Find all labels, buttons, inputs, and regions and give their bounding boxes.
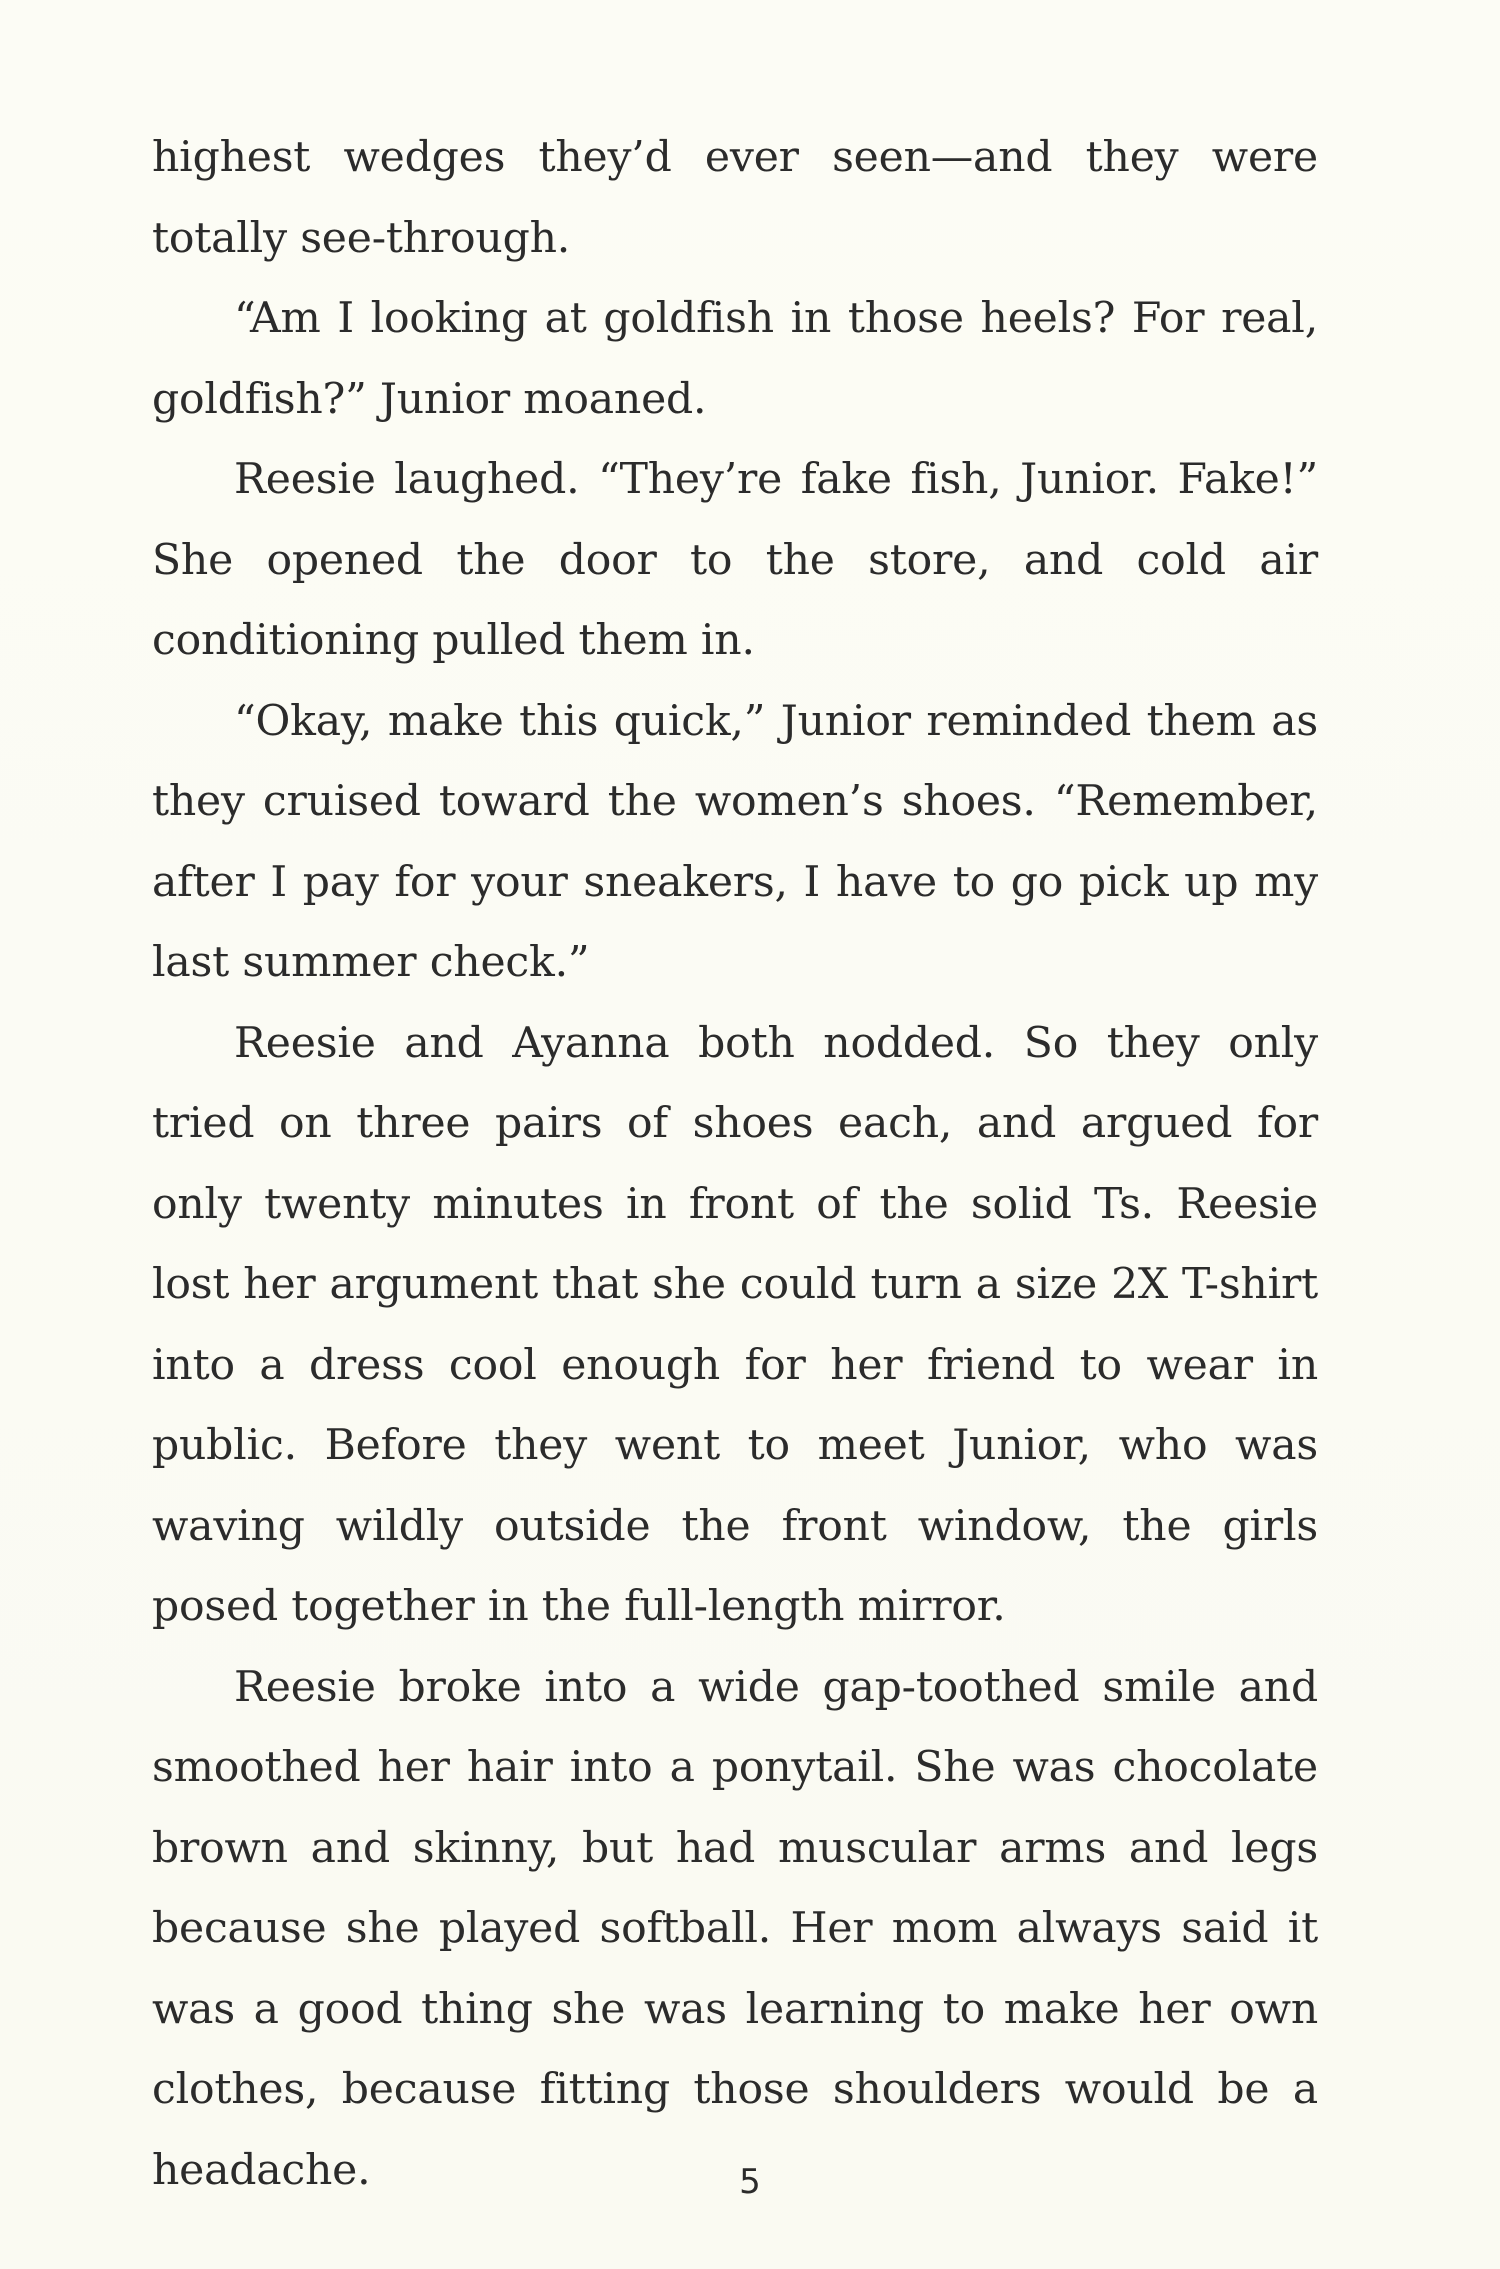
- paragraph-1: highest wedges they’d ever seen—and they were totally see-through.: [152, 133, 1318, 263]
- paragraph-6: Reesie broke into a wide gap-toothed smile and smoothed her hair into a ponytail. She was chocolate brown and skinny, but had muscular arms and legs because she played softball. Her mom always said it was a good thing she was learning to make her own clothes, because fitting those shoulders would be a headache.: [152, 1662, 1318, 2195]
- paragraph-3: Reesie laughed. “They’re fake fish, Junior. Fake!” She opened the door to the store, and cold air conditioning pulled them in.: [152, 455, 1318, 665]
- body-text: [152, 118, 1318, 2211]
- page-number: 5: [739, 2162, 761, 2202]
- paragraph-5: Reesie and Ayanna both nodded. So they only tried on three pairs of shoes each, and argued for only twenty minutes in front of the solid Ts. Reesie lost her argument that she could turn a size 2X T-shirt into a dress cool enough for her friend to wear in public. Before they went to meet Junior, who was waving wildly outside the front window, the girls posed together in the full-length mirror.: [152, 1018, 1318, 1631]
- paragraph-2: “Am I looking at goldfish in those heels? For real, goldfish?” Junior moaned.: [152, 294, 1318, 424]
- paragraph-4: “Okay, make this quick,” Junior reminded them as they cruised toward the women’s shoes. “Remember, after I pay for your sneakers, I have to go pick up my last summer check.”: [152, 696, 1318, 987]
